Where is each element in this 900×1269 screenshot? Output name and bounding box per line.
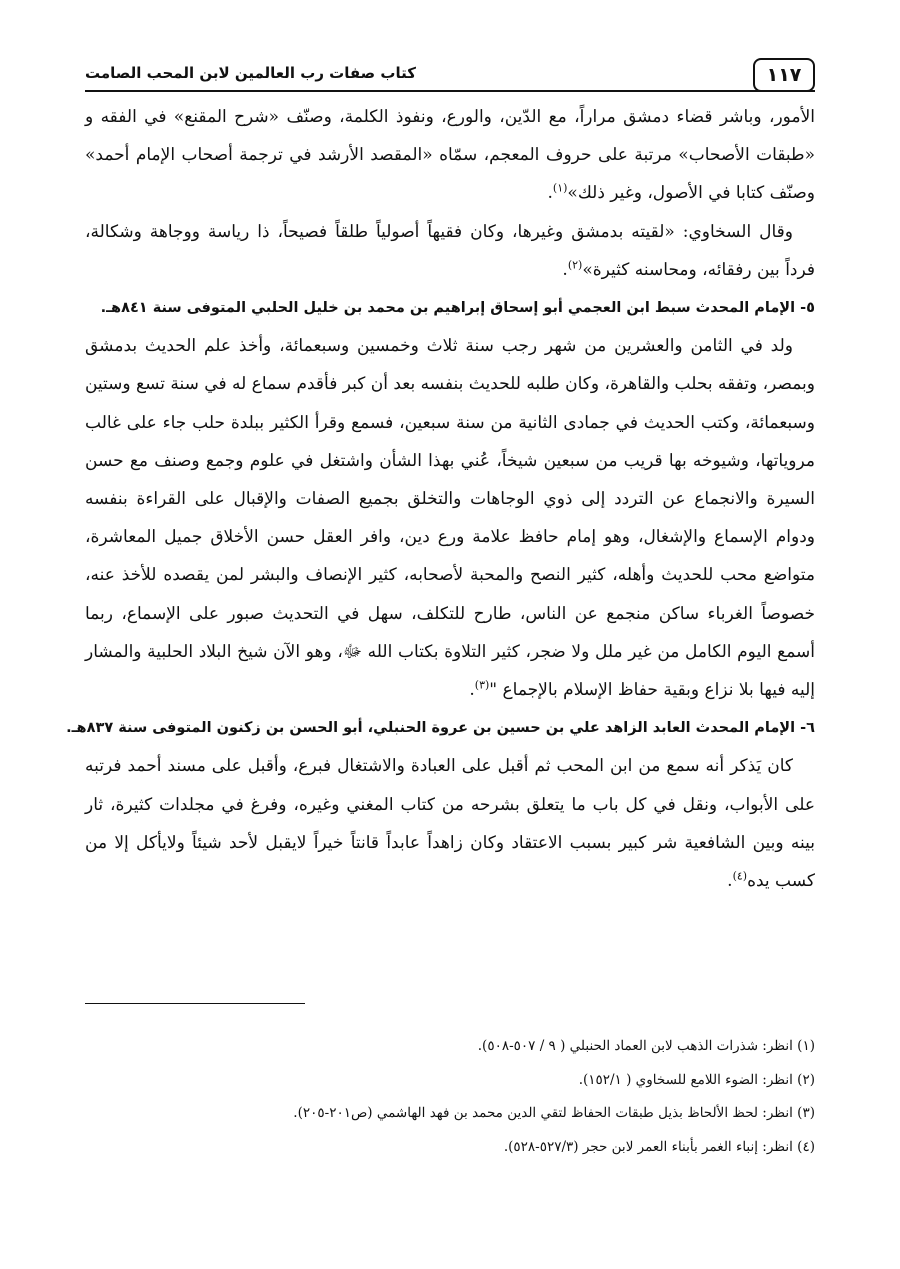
header-rule <box>85 90 815 92</box>
paragraph-1-line-1: الأمور، وباشر قضاء دمشق مراراً، مع الدّين، والورع، ونفوذ الكلمة، وصنّف «شرح المقنع» في الفقه و <box>85 107 815 127</box>
footnote-ref-1[interactable]: (١) <box>552 181 568 195</box>
footnote-separator <box>85 1003 305 1004</box>
paragraph-4-text: كان يَذكر أنه سمع من ابن المحب ثم أقبل على العبادة والاشتغال فبرع، وأقبل على مسند أحمد فرتبه على الأبواب، ونقل في كل باب ما يتعلق بشرحه من كتاب المغني وغيره، وفرغ في مجلدات كثيرة، ثار بينه وبين الشافعية شر كبير بسبب الاعتقاد وكان زاهداً عابداً قانتاً خيراً لايقبل لأحد شيئاً ولايأكل إلا من كسب يده <box>85 756 815 892</box>
footnote-item: (٣) انظر: لحظ الألحاظ بذيل طبقات الحفاظ لتقي الدين محمد بن فهد الهاشمي (ص٢٠١-٢٠٥). <box>293 1105 815 1121</box>
footnote-item: (٢) انظر: الضوء اللامع للسخاوي ( ١٥٢/١). <box>578 1071 815 1088</box>
paragraph-4-end: . <box>727 871 733 892</box>
running-header <box>85 50 815 92</box>
book-page <box>66 50 815 1230</box>
paragraph-2-end: . <box>562 259 568 280</box>
section-heading-5: ٥- الإمام المحدث سبط ابن العجمي أبو إسحاق إبراهيم بن محمد بن خليل الحلبي المتوفى سنة ٨٤١هـ. <box>100 300 815 317</box>
page-number: ١١٧ <box>753 58 815 92</box>
paragraph-4 <box>85 747 815 900</box>
paragraph-3-end: . <box>469 680 475 701</box>
paragraph-1 <box>85 98 815 213</box>
footnote-ref-4[interactable]: (٤) <box>732 869 748 883</box>
paragraph-3 <box>85 327 815 709</box>
paragraph-2-text: وقال السخاوي: «لقيته بدمشق وغيرها، وكان فقيهاً أصولياً طلقاً فصيحاً، ذا رياسة ووجاهة وشكالة، فرداً بين رفقائه، ومحاسنه كثيرة» <box>85 221 815 280</box>
main-text <box>66 98 815 900</box>
footnotes <box>85 1030 815 1164</box>
section-heading-6: ٦- الإمام المحدث العابد الزاهد علي بن حسين بن عروة الحنبلي، أبو الحسن بن زكنون المتوفى سنة ٨٣٧هـ. <box>66 720 815 737</box>
footnote-ref-3[interactable]: (٣) <box>474 678 490 692</box>
paragraph-2 <box>85 213 815 289</box>
footnote-ref-2[interactable]: (٢) <box>567 258 583 272</box>
paragraph-1-line-2: «طبقات الأصحاب» مرتبة على حروف المعجم، سمّاه «المقصد الأرشد في ترجمة أصحاب الإمام أحمد» وصنّف <box>85 145 815 204</box>
footnote-item: (٤) انظر: إنباء الغمر بأبناء العمر لابن حجر (٥٢٧/٣-٥٢٨). <box>503 1138 815 1155</box>
paragraph-3-text: ولد في الثامن والعشرين من شهر رجب سنة ثلاث وخمسين وسبعمائة، وأخذ علم الحديث بدمشق وبمصر، وتفقه بحلب والقاهرة، وكان طلبه للحديث بنفسه بعد أن كبر فأقدم سماع له في سنة تسع وستين وسبعمائة، وكتب الحديث في جمادى الثانية من سنة سبعين، فسمع وقرأ الكثير ببلدة حلب جاء على غالب مروياتها، وشيوخه بها قريب من سبعين شيخاً، عُني بهذا الشأن واشتغل في علوم وجمع وصنف مع حسن السيرة والانجماع عن التردد إلى ذوي الوجاهات والتخلق بجميع الصفات والإقبال على القراءة بنفسه ودوام الإسماع والإشغال، وهو إمام حافظ علامة ورع دين، وافر العقل حسن الأخلاق جميل المعاشرة، متواضع محب للحديث وأهله، كثير النصح والمحبة لأصحابه، كثير الإنصاف والبشر لمن يقصده للأخذ عنه، خصوصاً الغرباء ساكن منجمع عن الناس، طارح للتكلف، سهل في التحديث صبور على الإسماع، ربما أسمع اليوم الكامل من غير ملل ولا ضجر، كثير التلاوة بكتاب الله ﷻ، وهو الآن شيخ البلاد الحلبية والمشار إليه فيها بلا نزاع وبقية حفاظ الإسلام بالإجماع " <box>84 336 815 701</box>
book-title: كتاب صفات رب العالمين لابن المحب الصامت <box>85 64 416 82</box>
paragraph-1-line-3: كتابا في الأصول، وغير ذلك» <box>567 183 765 204</box>
paragraph-1-end: . <box>547 183 553 204</box>
footnote-item: (١) انظر: شذرات الذهب لابن العماد الحنبلي ( ٩ / ٥٠٧-٥٠٨). <box>477 1038 815 1054</box>
